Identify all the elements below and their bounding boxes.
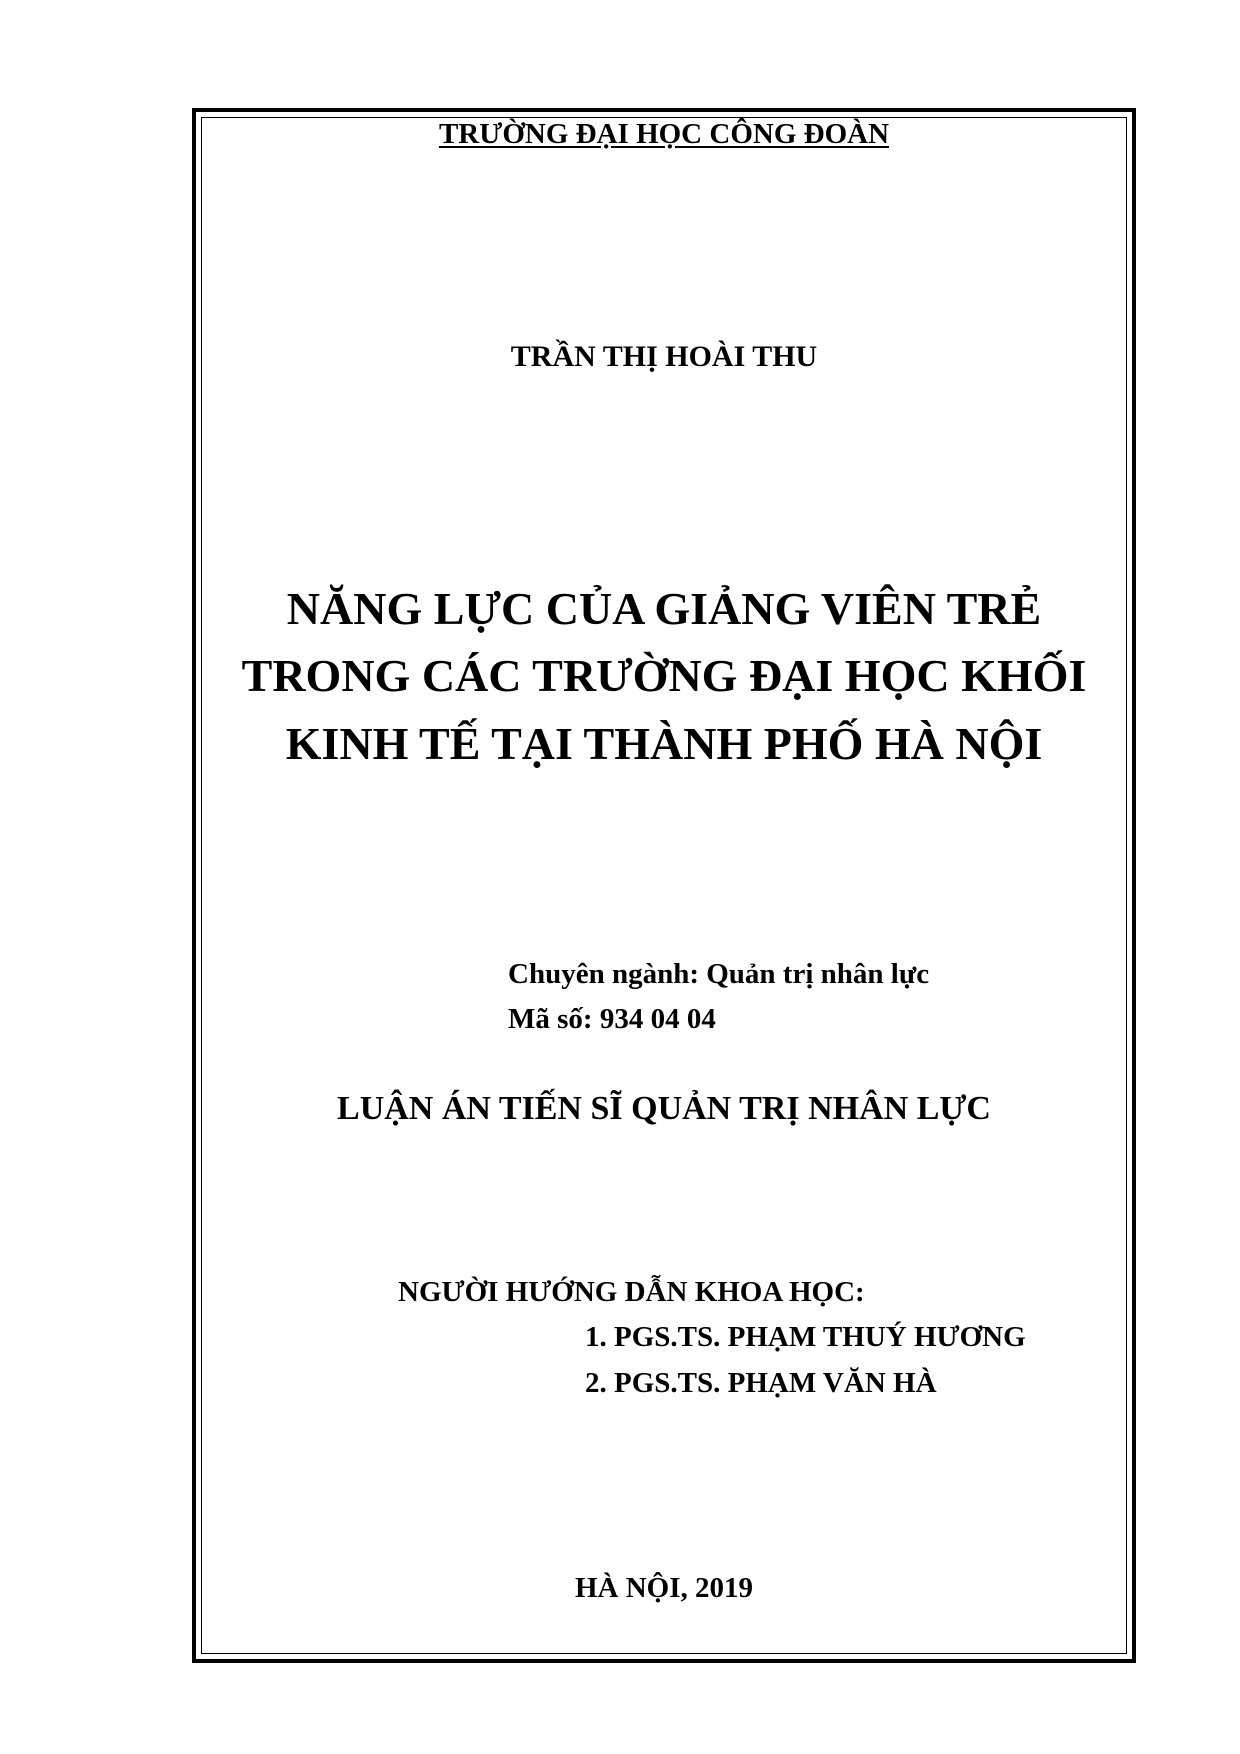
author-name: TRẦN THỊ HOÀI THU (510, 340, 818, 373)
thesis-title-line-3: KINH TẾ TẠI THÀNH PHỐ HÀ NỘI (285, 718, 1043, 769)
supervisor-1: 1. PGS.TS. PHẠM THUÝ HƯƠNG (585, 1321, 1026, 1353)
major-field: Chuyên ngành: Quản trị nhân lực (508, 958, 930, 990)
degree-type: LUẬN ÁN TIẾN SĨ QUẢN TRỊ NHÂN LỰC (337, 1090, 991, 1127)
major-code: Mã số: 934 04 04 (508, 1003, 716, 1035)
thesis-title-line-1: NĂNG LỰC CỦA GIẢNG VIÊN TRẺ (286, 583, 1042, 634)
place-and-year: HÀ NỘI, 2019 (574, 1572, 754, 1604)
supervisor-heading: NGƯỜI HƯỚNG DẪN KHOA HỌC: (398, 1276, 865, 1308)
thesis-title-line-2: TRONG CÁC TRƯỜNG ĐẠI HỌC KHỐI (241, 650, 1087, 701)
supervisor-2: 2. PGS.TS. PHẠM VĂN HÀ (585, 1367, 937, 1399)
university-name: TRƯỜNG ĐẠI HỌC CÔNG ĐOÀN (438, 118, 890, 150)
